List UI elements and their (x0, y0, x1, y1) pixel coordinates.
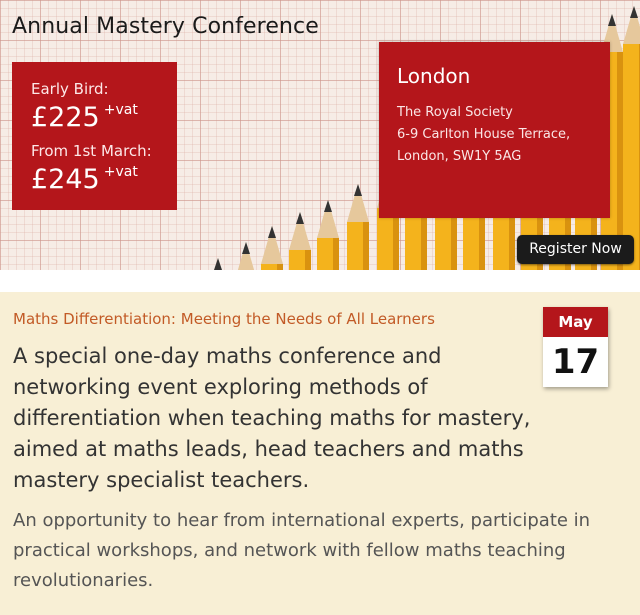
event-subtitle: Maths Differentiation: Meeting the Needs of All Learners (13, 310, 435, 328)
pencil-shape (207, 258, 229, 270)
pencil-shape (317, 200, 339, 270)
standard-price-label: From 1st March: (31, 142, 152, 160)
standard-price: £245 (31, 164, 100, 195)
pricing-box (12, 62, 177, 210)
early-bird-label: Early Bird: (31, 80, 109, 98)
standard-price-row (31, 164, 177, 196)
calendar-day: 17 (551, 342, 600, 382)
early-bird-price-row (31, 102, 177, 134)
venue-postcode: London, SW1Y 5AG (397, 149, 522, 164)
calendar-date-icon (543, 307, 608, 387)
event-headline: A special one-day maths conference and networking event exploring methods of differentiation when teaching maths for mastery, aimed at maths leads, head teachers and maths mastery specialist teachers. (13, 344, 531, 492)
calendar-month: May (543, 307, 608, 337)
pencil-shape (289, 212, 311, 270)
venue-box (379, 42, 610, 218)
early-bird-vat: +vat (103, 102, 138, 118)
event-info-panel (0, 292, 640, 615)
conference-banner (0, 0, 640, 270)
event-description: An opportunity to hear from international experts, participate in practical workshops, and network with fellow maths teaching revolutionaries. (13, 510, 591, 591)
standard-vat: +vat (103, 164, 138, 180)
pencil-shape (261, 226, 283, 270)
register-now-button[interactable]: Register Now (517, 235, 634, 264)
banner-title: Annual Mastery Conference (12, 14, 319, 39)
pencil-shape (235, 242, 257, 270)
venue-name: The Royal Society (397, 105, 513, 120)
pencil-shape (623, 6, 640, 270)
venue-city: London (397, 64, 471, 88)
venue-street: 6-9 Carlton House Terrace, (397, 127, 571, 142)
early-bird-price: £225 (31, 102, 100, 133)
pencil-shape (347, 184, 369, 270)
